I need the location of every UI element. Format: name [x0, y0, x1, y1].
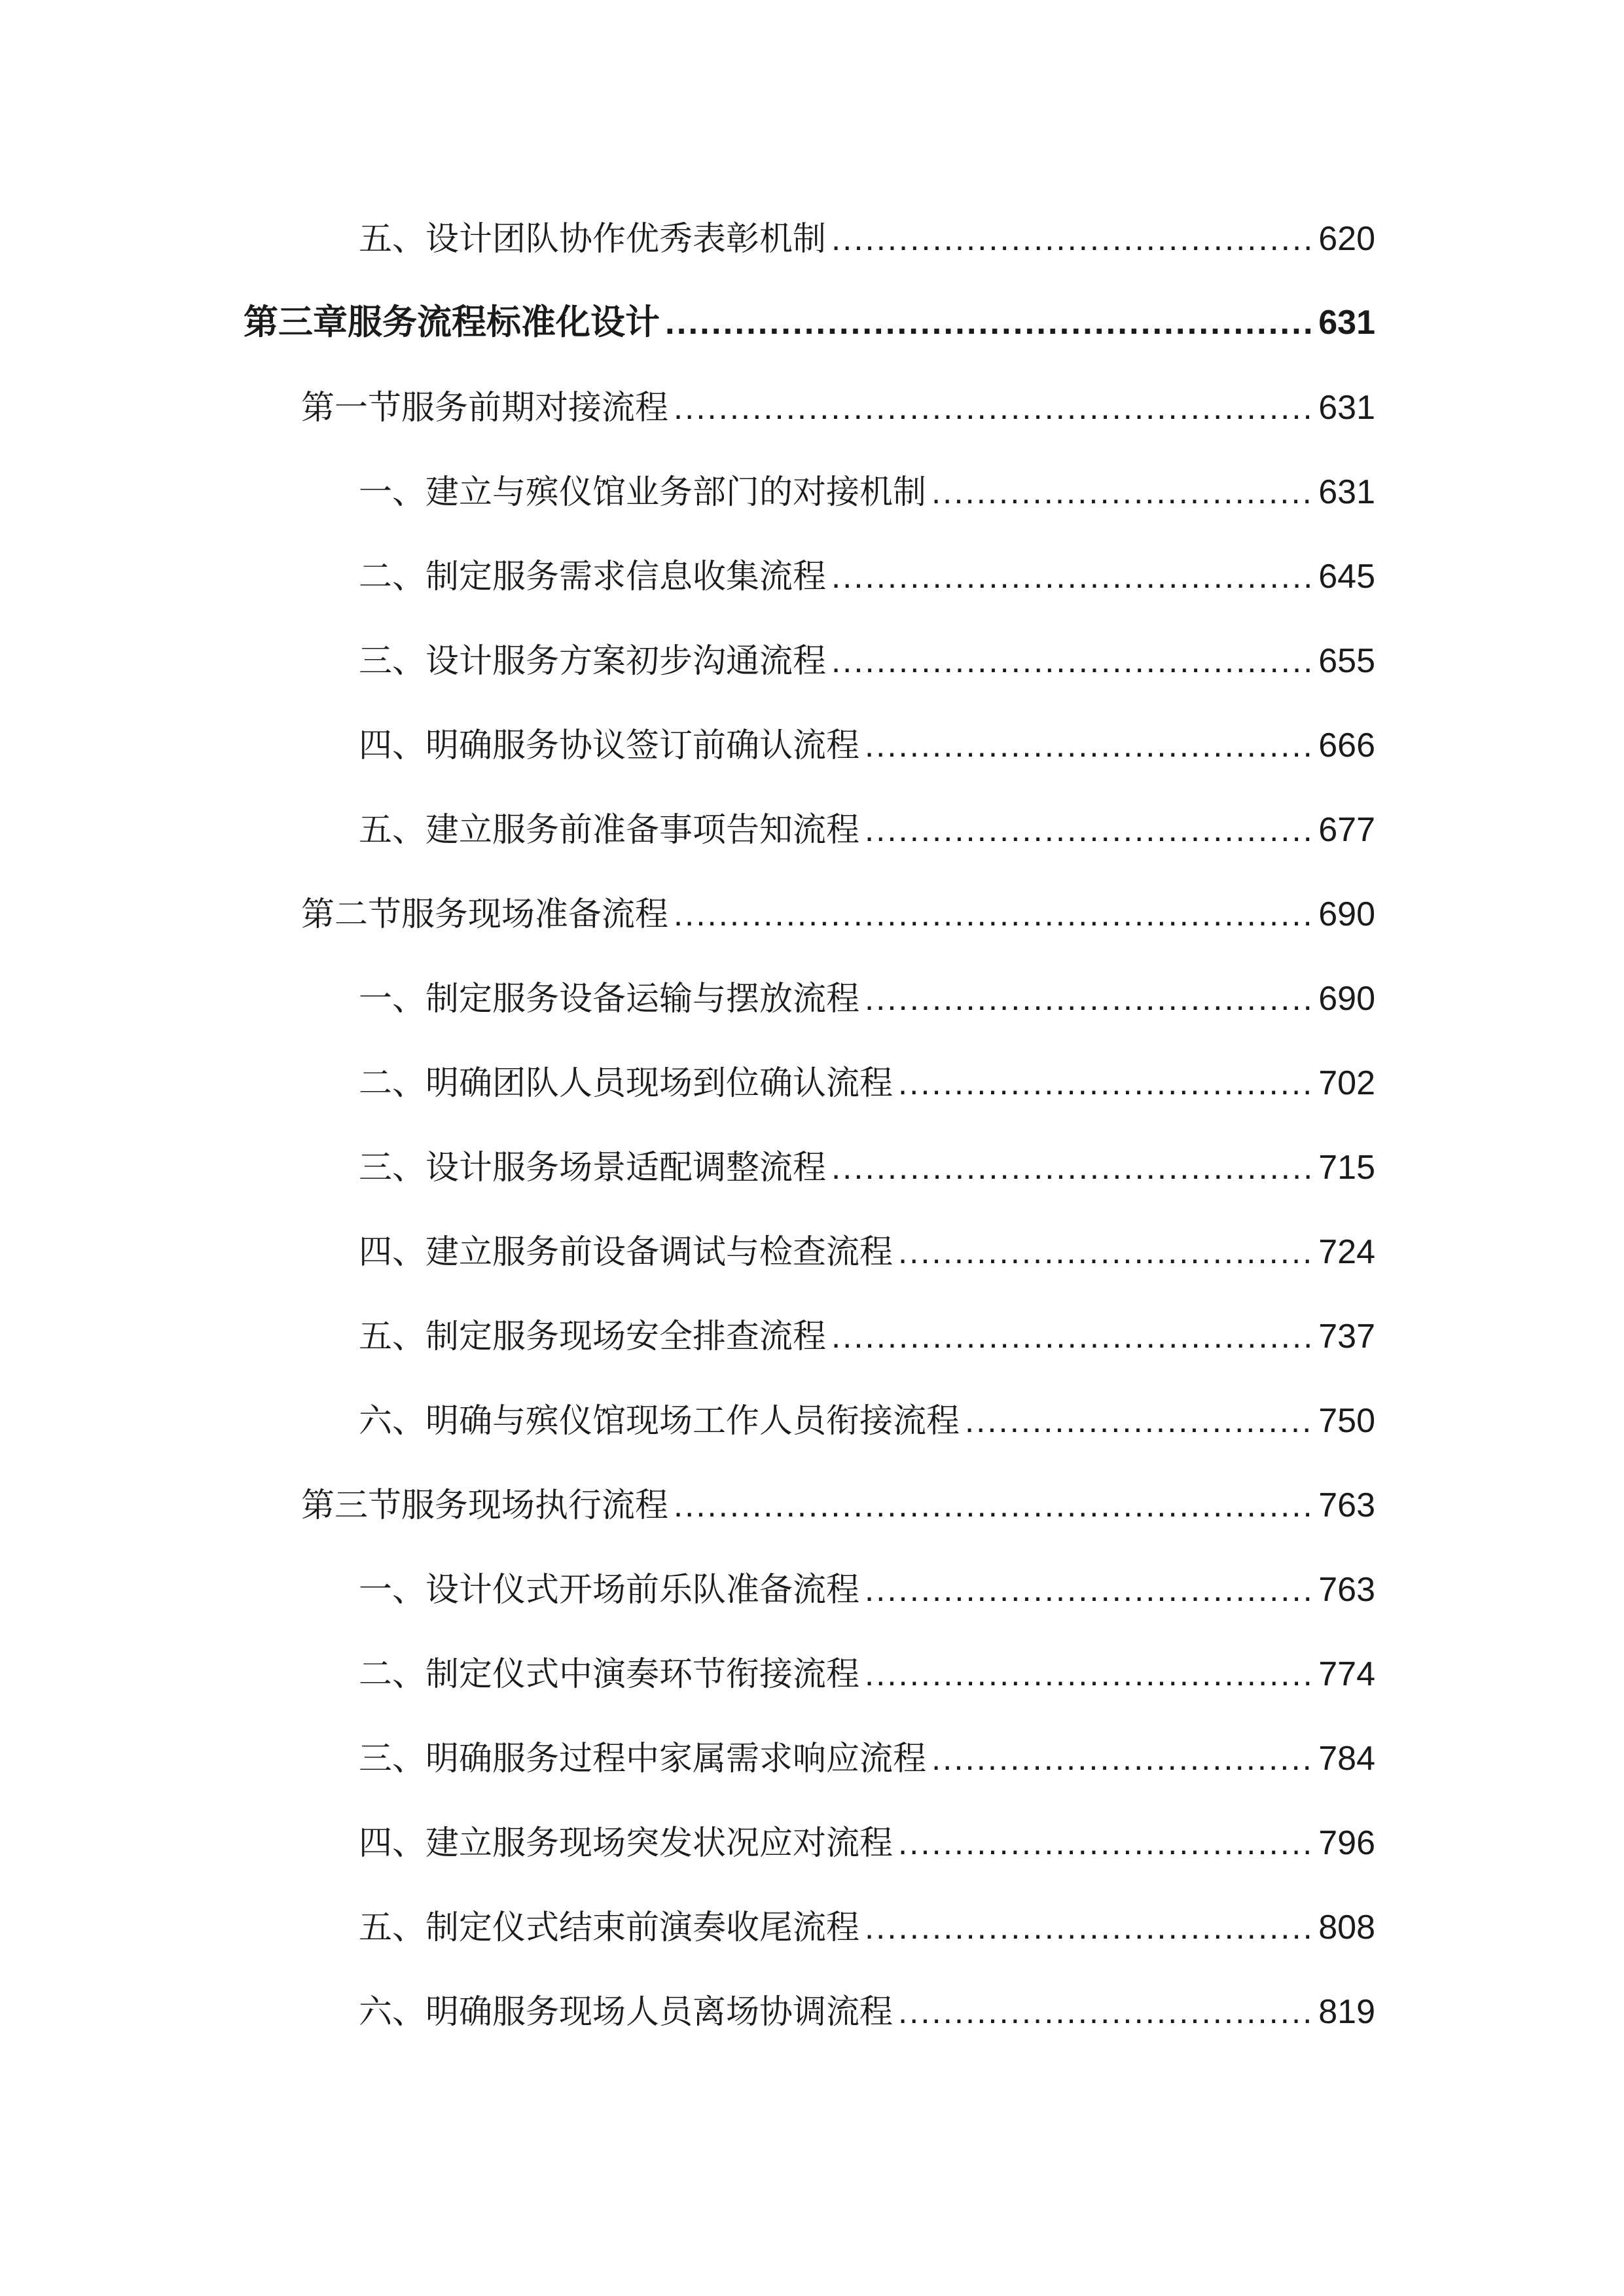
toc-page-number: 666	[1318, 726, 1375, 764]
toc-entry-item[interactable]	[359, 1057, 1375, 1109]
toc-entry-section[interactable]	[301, 888, 1375, 941]
toc-page-number: 724	[1318, 1233, 1375, 1271]
toc-leader-dots	[898, 1986, 1314, 2038]
toc-entry-title: 第一节服务前期对接流程	[301, 389, 669, 427]
toc-leader-dots	[965, 1395, 1314, 1447]
toc-entry-item[interactable]	[359, 719, 1375, 772]
toc-leader-dots	[831, 1141, 1314, 1194]
toc-leader-dots	[898, 1817, 1314, 1869]
toc-entry-title: 二、明确团队人员现场到位确认流程	[359, 1064, 893, 1103]
toc-entry-title: 四、建立服务前设备调试与检查流程	[359, 1233, 893, 1272]
toc-leader-dots	[865, 973, 1314, 1025]
toc-leader-dots	[898, 1226, 1314, 1278]
toc-leader-dots	[674, 1479, 1314, 1532]
toc-page-number: 702	[1318, 1064, 1375, 1102]
toc-entry-title: 五、设计团队协作优秀表彰机制	[359, 220, 827, 259]
toc-page-number: 631	[1318, 389, 1375, 427]
toc-entry-item[interactable]	[359, 1986, 1375, 2038]
toc-page-number: 819	[1318, 1993, 1375, 2031]
toc-entry-title: 第三章服务流程标准化设计	[244, 302, 660, 342]
toc-leader-dots	[931, 466, 1314, 518]
toc-page-number: 796	[1318, 1824, 1375, 1862]
toc-entry-title: 五、制定服务现场安全排查流程	[359, 1318, 827, 1356]
toc-page-number: 645	[1318, 558, 1375, 596]
toc-entry-item[interactable]	[359, 1732, 1375, 1785]
toc-page-number: 763	[1318, 1571, 1375, 1609]
toc-leader-dots	[831, 213, 1314, 265]
toc-page-number: 715	[1318, 1149, 1375, 1187]
toc-leader-dots	[831, 1310, 1314, 1363]
toc-entry-title: 三、设计服务方案初步沟通流程	[359, 642, 827, 681]
toc-entry-title: 六、明确服务现场人员离场协调流程	[359, 1993, 893, 2032]
toc-entry-item[interactable]	[359, 1648, 1375, 1700]
toc-entry-title: 四、明确服务协议签订前确认流程	[359, 726, 860, 765]
toc-leader-dots	[674, 888, 1314, 941]
toc-leader-dots	[931, 1732, 1314, 1785]
toc-page-number: 677	[1318, 811, 1375, 849]
toc-entry-title: 三、设计服务场景适配调整流程	[359, 1149, 827, 1187]
toc-entry-title: 二、制定服务需求信息收集流程	[359, 558, 827, 596]
toc-entry-item[interactable]	[359, 1564, 1375, 1616]
toc-page-number: 750	[1318, 1402, 1375, 1440]
toc-entry-item[interactable]	[359, 550, 1375, 603]
toc-entry-item[interactable]	[359, 1141, 1375, 1194]
toc-page-number: 631	[1318, 304, 1375, 342]
toc-page-number: 737	[1318, 1318, 1375, 1355]
toc-entry-section[interactable]	[301, 382, 1375, 434]
toc-entry-item[interactable]	[359, 1901, 1375, 1954]
toc-entry-item[interactable]	[359, 804, 1375, 856]
toc-page-number: 631	[1318, 473, 1375, 511]
toc-leader-dots	[831, 550, 1314, 603]
toc-entry-title: 第二节服务现场准备流程	[301, 895, 669, 934]
toc-leader-dots	[865, 1648, 1314, 1700]
toc-page-number: 655	[1318, 642, 1375, 680]
toc-entry-title: 五、建立服务前准备事项告知流程	[359, 811, 860, 850]
toc-entry-title: 一、建立与殡仪馆业务部门的对接机制	[359, 473, 927, 512]
toc-entry-item[interactable]	[359, 1395, 1375, 1447]
toc-entry-title: 四、建立服务现场突发状况应对流程	[359, 1824, 893, 1863]
toc-entry-title: 一、设计仪式开场前乐队准备流程	[359, 1571, 860, 1609]
toc-entry-item[interactable]	[359, 973, 1375, 1025]
toc-leader-dots	[865, 804, 1314, 856]
toc-page-number: 690	[1318, 980, 1375, 1018]
toc-leader-dots	[865, 1564, 1314, 1616]
toc-entry-item[interactable]	[359, 1310, 1375, 1363]
toc-leader-dots	[865, 1901, 1314, 1954]
toc-page-number: 784	[1318, 1740, 1375, 1778]
toc-entry-title: 六、明确与殡仪馆现场工作人员衔接流程	[359, 1402, 960, 1441]
toc-entry-title: 五、制定仪式结束前演奏收尾流程	[359, 1909, 860, 1947]
toc-entry-item[interactable]	[359, 1226, 1375, 1278]
toc-leader-dots	[898, 1057, 1314, 1109]
toc-entry-title: 一、制定服务设备运输与摆放流程	[359, 980, 860, 1018]
toc-leader-dots	[674, 382, 1314, 434]
toc-page-number: 774	[1318, 1655, 1375, 1693]
toc-entry-title: 第三节服务现场执行流程	[301, 1486, 669, 1525]
toc-entry-item[interactable]	[359, 1817, 1375, 1869]
toc-entry-title: 三、明确服务过程中家属需求响应流程	[359, 1740, 927, 1778]
toc-page-number: 808	[1318, 1909, 1375, 1946]
toc-entry-item[interactable]	[359, 635, 1375, 687]
toc-page-number: 620	[1318, 220, 1375, 258]
toc-entry-item[interactable]	[359, 466, 1375, 518]
toc-leader-dots	[865, 719, 1314, 772]
toc-leader-dots	[665, 296, 1314, 349]
toc-entry-section[interactable]	[301, 1479, 1375, 1532]
toc-entry-title: 二、制定仪式中演奏环节衔接流程	[359, 1655, 860, 1694]
toc-leader-dots	[831, 635, 1314, 687]
toc-entry-item[interactable]	[359, 213, 1375, 265]
toc-entry-chapter[interactable]	[244, 296, 1375, 349]
toc-page-number: 690	[1318, 895, 1375, 933]
toc-page-number: 763	[1318, 1486, 1375, 1524]
